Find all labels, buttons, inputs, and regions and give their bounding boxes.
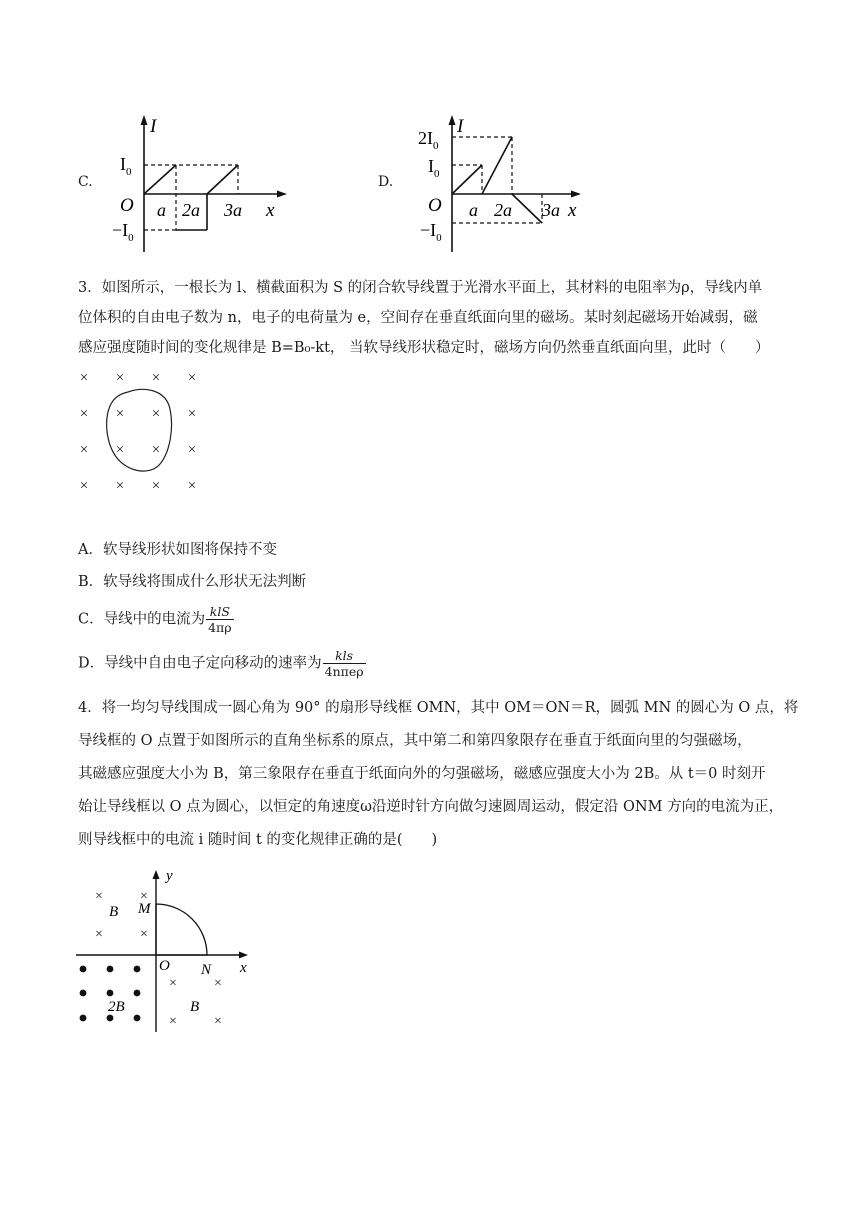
q2-cross: ×: [95, 889, 103, 904]
field-cross: ×: [79, 370, 89, 386]
graph-d-tick-3a: 3a: [542, 200, 560, 220]
soft-wire-loop: [107, 389, 172, 471]
field-cross: ×: [151, 442, 161, 458]
option-c-label: C.: [78, 174, 93, 190]
q3-line-2: 位体积的自由电子数为 n，电子的电荷量为 e，空间存在垂直纸面向里的磁场。某时刻起磁场开始减弱，磁: [78, 310, 758, 326]
q3-option-d: D．导线中自由电子定向移动的速率为 $\frac{\text{kls}}{\text{4nπeρ}}$: [78, 648, 364, 679]
field-cross: ×: [115, 442, 125, 458]
field-cross: ×: [79, 442, 89, 458]
option-d-numerator: kls: [323, 648, 366, 664]
origin-label: O: [159, 958, 170, 974]
label-2b: 2B: [108, 999, 125, 1015]
graph-d-2i0-label: $2I_0$: [418, 128, 439, 152]
q4-line-2: 导线框的 O 点置于如图所示的直角坐标系的原点，其中第二和第四象限存在垂直于纸面向里的匀强磁场，: [78, 733, 752, 749]
field-cross: ×: [187, 442, 197, 458]
field-cross: ×: [115, 370, 125, 386]
sector-frame: [156, 904, 207, 955]
field-cross: ×: [151, 478, 161, 494]
graph-c-origin-label: O: [120, 195, 134, 216]
graph-c-i0-label: $I_0$: [120, 154, 132, 178]
graph-c-neg-i0-label: $-I_0$: [112, 220, 134, 244]
field-cross: ×: [115, 478, 125, 494]
field-cross: ×: [115, 406, 125, 422]
graph-c-tick-2a: 2a: [182, 200, 200, 220]
label-b-second-quadrant: B: [109, 904, 119, 920]
q3-option-c: C．导线中的电流为 $\frac{\text{klS}}{4\pi\rho}$: [78, 604, 232, 635]
field-cross: ×: [187, 370, 197, 386]
graph-c: [110, 112, 290, 257]
q3-line-1: 3．如图所示，一根长为 l、横截面积为 S 的闭合软导线置于光滑水平面上，其材料的电阻率为ρ，导线内单: [78, 280, 763, 296]
option-c-numerator: klS: [206, 604, 234, 620]
field-cross: ×: [187, 406, 197, 422]
graph-d-origin-label: O: [428, 195, 442, 216]
q3-option-a: A．软导线形状如图将保持不变: [78, 542, 277, 558]
field-cross: ×: [79, 478, 89, 494]
q4-cross: ×: [169, 976, 177, 991]
graph-d-i0-label: $I_0$: [428, 156, 440, 180]
option-d-label: D.: [378, 174, 394, 190]
q4-cross: ×: [214, 1014, 222, 1029]
field-cross: ×: [151, 406, 161, 422]
option-d-denominator: 4nπeρ: [324, 664, 364, 679]
q4-line-3: 其磁感应强度大小为 B，第三象限存在垂直于纸面向外的匀强磁场，磁感应强度大小为 2B。从 t＝0 时刻开: [78, 766, 766, 782]
q3-line-3: 感应强度随时间的变化规律是 B=B₀-kt， 当软导线形状稳定时，磁场方向仍然垂直纸面向里，此时（ ）: [78, 340, 770, 356]
q3-field-figure: [70, 364, 220, 499]
q4-line-5: 则导线框中的电流 i 随时间 t 的变化规律正确的是( ): [78, 832, 438, 848]
x-axis-label: x: [240, 960, 247, 976]
y-axis-label: y: [166, 868, 173, 884]
q4-line-1: 4．将一均匀导线围成一圆心角为 90° 的扇形导线框 OMN，其中 OM＝ON＝R，圆弧 MN 的圆心为 O 点，将: [78, 700, 799, 716]
graph-c-y-label: I: [150, 116, 157, 137]
graph-d-y-label: I: [457, 116, 464, 137]
graph-d-tick-2a: 2a: [494, 200, 512, 220]
q2-cross: ×: [95, 927, 103, 942]
graph-c-tick-3a: 3a: [224, 200, 242, 220]
q4-cross: ×: [169, 1014, 177, 1029]
q4-cross: ×: [214, 976, 222, 991]
point-n-label: N: [201, 962, 212, 978]
graph-d-tick-a: a: [469, 200, 478, 220]
q4-line-4: 始让导线框以 O 点为圆心，以恒定的角速度ω沿逆时针方向做匀速圆周运动，假定沿 ONM 方向的电流为正，: [78, 799, 784, 815]
q2-cross: ×: [140, 927, 148, 942]
q3-option-b: B．软导线将围成什么形状无法判断: [78, 574, 307, 590]
point-m-label: M: [138, 901, 151, 917]
option-c-denominator: 4πρ: [208, 620, 232, 635]
graph-d: [412, 112, 592, 257]
q2-cross: ×: [140, 889, 148, 904]
graph-c-x-label: x: [266, 200, 275, 221]
field-cross: ×: [79, 406, 89, 422]
q4-coordinate-figure: [72, 866, 257, 1036]
graph-c-tick-a: a: [157, 200, 166, 220]
graph-d-x-label: x: [568, 200, 577, 221]
field-cross: ×: [187, 478, 197, 494]
graph-d-neg-i0-label: $-I_0$: [420, 220, 442, 244]
field-cross: ×: [151, 370, 161, 386]
label-b-fourth-quadrant: B: [190, 999, 200, 1015]
